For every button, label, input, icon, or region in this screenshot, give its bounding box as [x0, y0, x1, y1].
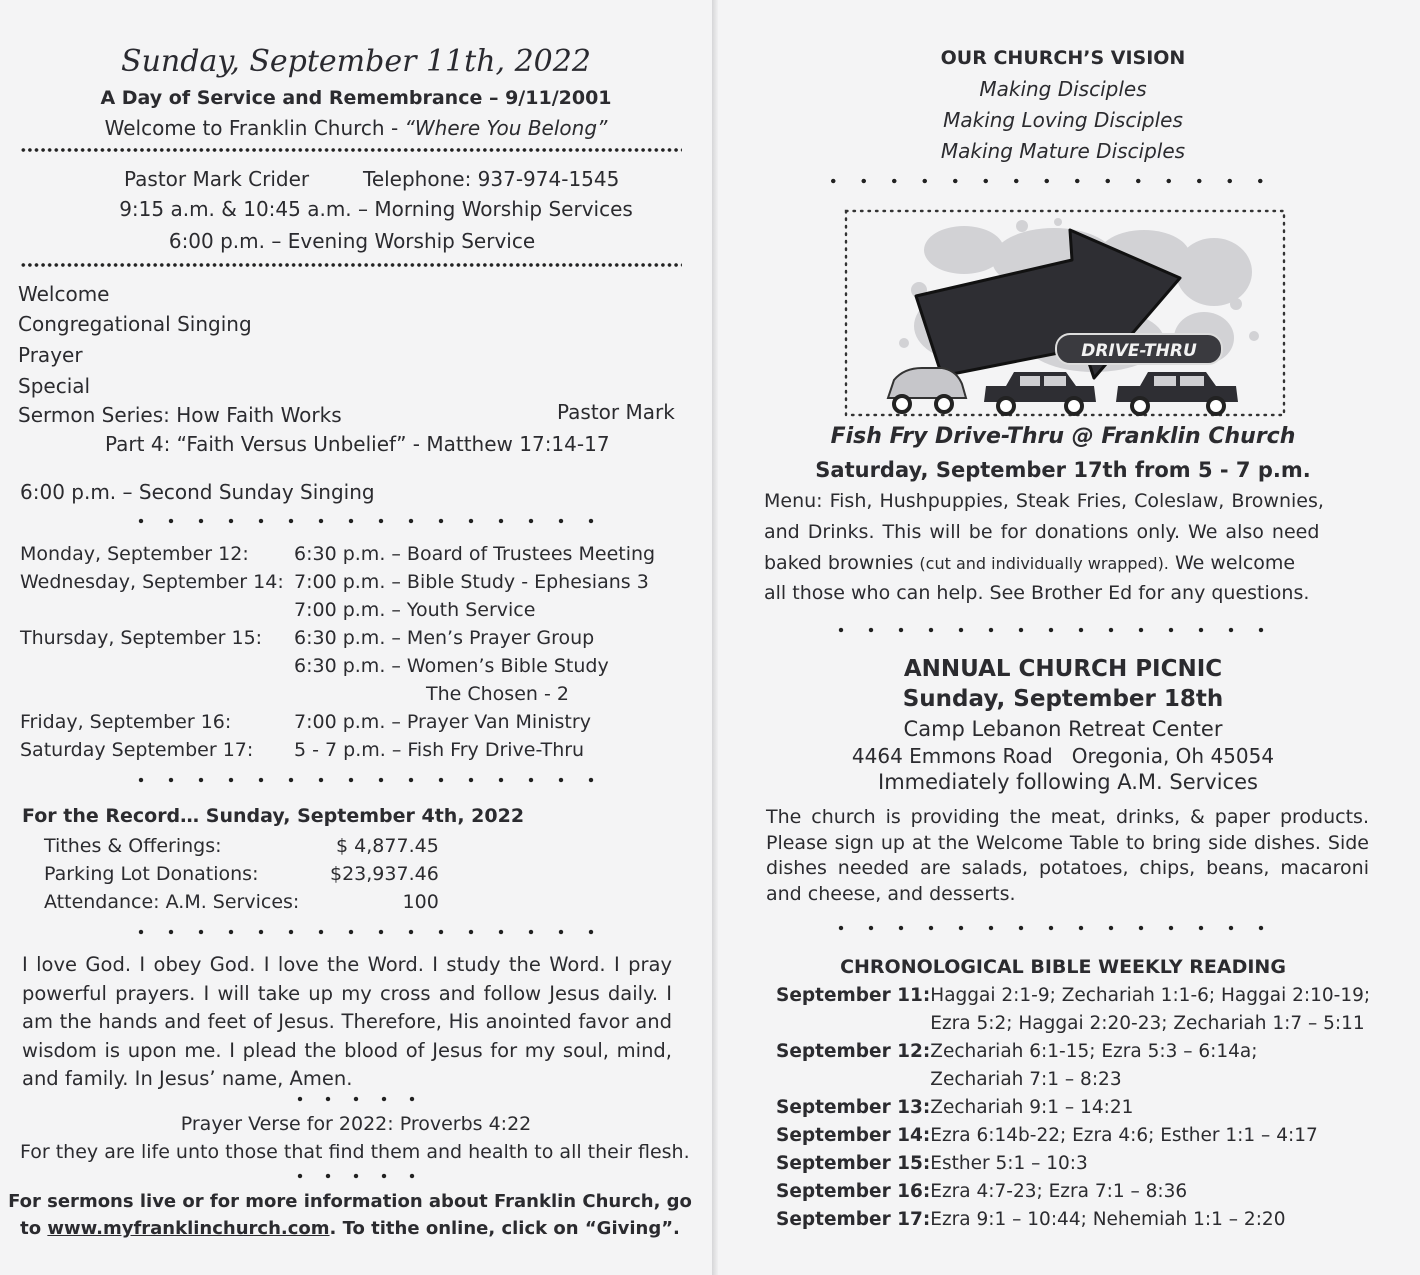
reading-date: September 16: — [776, 1181, 931, 1202]
evening-singing: 6:00 p.m. – Second Sunday Singing — [20, 480, 375, 504]
evening-service: 6:00 p.m. – Evening Worship Service — [168, 229, 536, 253]
schedule-day: Thursday, September 15: — [20, 627, 263, 649]
record-label: Tithes & Offerings: — [44, 835, 222, 857]
record-title: For the Record… Sunday, September 4th, 2022 — [22, 805, 525, 827]
schedule-day — [20, 683, 294, 711]
footer-line-2 — [0, 1218, 700, 1239]
schedule-event: 5 - 7 p.m. – Fish Fry Drive-Thru — [294, 739, 585, 761]
schedule-day: Saturday September 17: — [20, 739, 254, 761]
vision-line: Making Disciples — [979, 77, 1147, 101]
picnic-address: 4464 Emmons Road Oregonia, Oh 45054 — [851, 744, 1275, 768]
vision-title: OUR CHURCH’S VISION — [940, 47, 1186, 69]
pastor-name: Pastor Mark Crider — [124, 167, 310, 191]
picnic-details: The church is providing the meat, drinks, & paper products. Please sign up at the Welcome Table to bring side dishes. Side dishes needed are salads, potatoes, chips, beans, macaroni and cheese, and desserts. — [766, 806, 1369, 905]
schedule-row — [20, 571, 655, 599]
footer-to: to — [20, 1218, 42, 1239]
reading-date: September 12: — [776, 1041, 931, 1062]
bible-reading-title: CHRONOLOGICAL BIBLE WEEKLY READING — [840, 956, 1286, 978]
schedule-row — [20, 711, 655, 739]
day-subtitle: A Day of Service and Remembrance – 9/11/2001 — [100, 87, 612, 109]
picnic-place: Camp Lebanon Retreat Center — [903, 717, 1223, 741]
schedule-event: 6:30 p.m. – Women’s Bible Study — [294, 655, 609, 677]
footer-tithe: . To tithe online, click on “Giving”. — [329, 1218, 680, 1239]
divider — [286, 1096, 426, 1102]
record-label: Parking Lot Donations: — [44, 863, 259, 885]
order-item: Congregational Singing — [18, 312, 252, 336]
daily-declaration: I love God. I obey God. I love the Word. I study the Word. I pray powerful prayers. I will take up my cross and follow Jesus daily. I am the hands and feet of Jesus. Therefore, His anointed favor and wisdom is upon me. I plead the blood of Jesus for my soul, mind, and family. In Jesus’ name, Amen. — [22, 953, 672, 1090]
schedule-row — [20, 739, 655, 767]
reading-passage: Zechariah 6:1-15; Ezra 5:3 – 6:14a; — [930, 1041, 1258, 1062]
schedule-day — [20, 655, 294, 683]
car-icon — [1116, 372, 1238, 414]
divider — [20, 148, 682, 152]
picnic-title: ANNUAL CHURCH PICNIC — [903, 656, 1223, 682]
fish-fry-title: Fish Fry Drive-Thru @ Franklin Church — [830, 424, 1296, 449]
reading-passage: Zechariah 9:1 – 14:21 — [930, 1097, 1134, 1118]
welcome-line — [0, 116, 712, 140]
fish-fry-text: We welcome — [1174, 552, 1296, 574]
order-item: Prayer — [18, 343, 83, 367]
reading-date: September 17: — [776, 1209, 931, 1230]
reading-passage: Ezra 6:14b-22; Ezra 4:6; Esther 1:1 – 4:17 — [930, 1125, 1318, 1146]
record-row — [44, 860, 439, 888]
record-table — [44, 832, 439, 916]
reading-row — [776, 1013, 1370, 1041]
schedule-row — [20, 655, 655, 683]
divider — [826, 627, 1276, 633]
vision-line: Making Mature Disciples — [940, 139, 1186, 163]
divider — [20, 263, 682, 267]
order-item: Special — [18, 374, 91, 398]
reading-date: September 14: — [776, 1125, 931, 1146]
reading-row — [776, 1097, 1370, 1125]
sermon-series: Sermon Series: How Faith Works — [18, 403, 342, 427]
divider — [126, 777, 616, 783]
reading-row — [776, 1125, 1370, 1153]
divider — [126, 929, 616, 935]
schedule-event: 7:00 p.m. – Bible Study - Ephesians 3 — [294, 571, 649, 593]
footer-line-1: For sermons live or for more information about Franklin Church, go — [8, 1191, 692, 1212]
record-value: 100 — [402, 891, 439, 913]
telephone: Telephone: 937-974-1545 — [363, 167, 620, 191]
fish-fry-line — [764, 552, 1295, 574]
prayer-verse-text: For they are life unto those that find them and health to all their flesh. — [20, 1141, 690, 1163]
reading-passage: Haggai 2:1-9; Zechariah 1:1-6; Haggai 2:10-19; — [930, 985, 1371, 1006]
divider — [126, 518, 616, 524]
vision-line: Making Loving Disciples — [943, 108, 1183, 132]
date-title: Sunday, September 11th, 2022 — [121, 44, 591, 79]
reading-row — [776, 1181, 1370, 1209]
fish-fry-note: (cut and individually wrapped). — [919, 554, 1169, 573]
weekly-schedule — [20, 543, 655, 767]
picnic-timing: Immediately following A.M. Services — [878, 770, 1258, 794]
schedule-row — [20, 627, 655, 655]
schedule-day — [20, 599, 294, 627]
schedule-row — [20, 683, 655, 711]
car-icon — [888, 368, 966, 412]
welcome-prefix: Welcome to Franklin Church - — [104, 116, 399, 140]
record-row — [44, 832, 439, 860]
reading-passage: Ezra 9:1 – 10:44; Nehemiah 1:1 – 2:20 — [930, 1209, 1286, 1230]
sermon-speaker: Pastor Mark — [557, 400, 675, 424]
reading-date: September 13: — [776, 1097, 931, 1118]
reading-row — [776, 985, 1370, 1013]
schedule-row — [20, 599, 655, 627]
divider — [286, 1173, 426, 1179]
bible-reading-list — [776, 985, 1370, 1237]
welcome-tagline: “Where You Belong” — [404, 116, 608, 140]
schedule-day: Friday, September 16: — [20, 711, 232, 733]
fish-fry-line: all those who can help. See Brother Ed for any questions. — [764, 582, 1310, 604]
reading-passage: Esther 5:1 – 10:3 — [930, 1153, 1088, 1174]
fish-fry-date: Saturday, September 17th from 5 - 7 p.m. — [815, 458, 1311, 482]
record-row — [44, 888, 439, 916]
reading-row — [776, 1153, 1370, 1181]
reading-row — [776, 1069, 1370, 1097]
reading-date: September 15: — [776, 1153, 931, 1174]
schedule-day: Monday, September 12: — [20, 543, 249, 565]
schedule-event: 7:00 p.m. – Youth Service — [294, 599, 536, 621]
car-icon — [984, 372, 1096, 414]
right-page — [718, 0, 1420, 1275]
sermon-part: Part 4: “Faith Versus Unbelief” - Matthew 17:14-17 — [105, 432, 610, 456]
schedule-event: 6:30 p.m. – Board of Trustees Meeting — [294, 543, 656, 565]
divider — [826, 925, 1276, 931]
schedule-event: 7:00 p.m. – Prayer Van Ministry — [294, 711, 591, 733]
fish-fry-menu: and Drinks. This will be for donations only. We also need — [764, 521, 1320, 543]
reading-row — [776, 1041, 1370, 1069]
picnic-date: Sunday, September 18th — [902, 686, 1224, 712]
record-label: Attendance: A.M. Services: — [44, 891, 300, 913]
website-link[interactable]: www.myfranklinchurch.com — [47, 1218, 330, 1239]
record-value: $23,937.46 — [330, 863, 439, 885]
reading-row — [776, 1209, 1370, 1237]
schedule-row — [20, 543, 655, 571]
divider — [818, 178, 1278, 184]
drive-thru-clipart — [844, 208, 1286, 418]
reading-passage: Ezra 5:2; Haggai 2:20-23; Zechariah 1:7 – 5:11 — [930, 1013, 1365, 1034]
order-item: Welcome — [18, 282, 110, 306]
morning-services: 9:15 a.m. & 10:45 a.m. – Morning Worship Services — [119, 197, 633, 221]
reading-passage: Ezra 4:7-23; Ezra 7:1 – 8:36 — [930, 1181, 1188, 1202]
fish-fry-menu: Menu: Fish, Hushpuppies, Steak Fries, Coleslaw, Brownies, — [764, 490, 1324, 512]
reading-date: September 11: — [776, 985, 931, 1006]
fish-fry-text: baked brownies — [764, 552, 914, 574]
schedule-event: The Chosen - 2 — [426, 683, 569, 705]
schedule-day: Wednesday, September 14: — [20, 571, 284, 593]
reading-passage: Zechariah 7:1 – 8:23 — [930, 1069, 1122, 1090]
drive-thru-sign: DRIVE-THRU — [1081, 341, 1197, 361]
record-value: $ 4,877.45 — [336, 835, 439, 857]
schedule-event: 6:30 p.m. – Men’s Prayer Group — [294, 627, 595, 649]
prayer-verse-title: Prayer Verse for 2022: Proverbs 4:22 — [180, 1113, 532, 1135]
